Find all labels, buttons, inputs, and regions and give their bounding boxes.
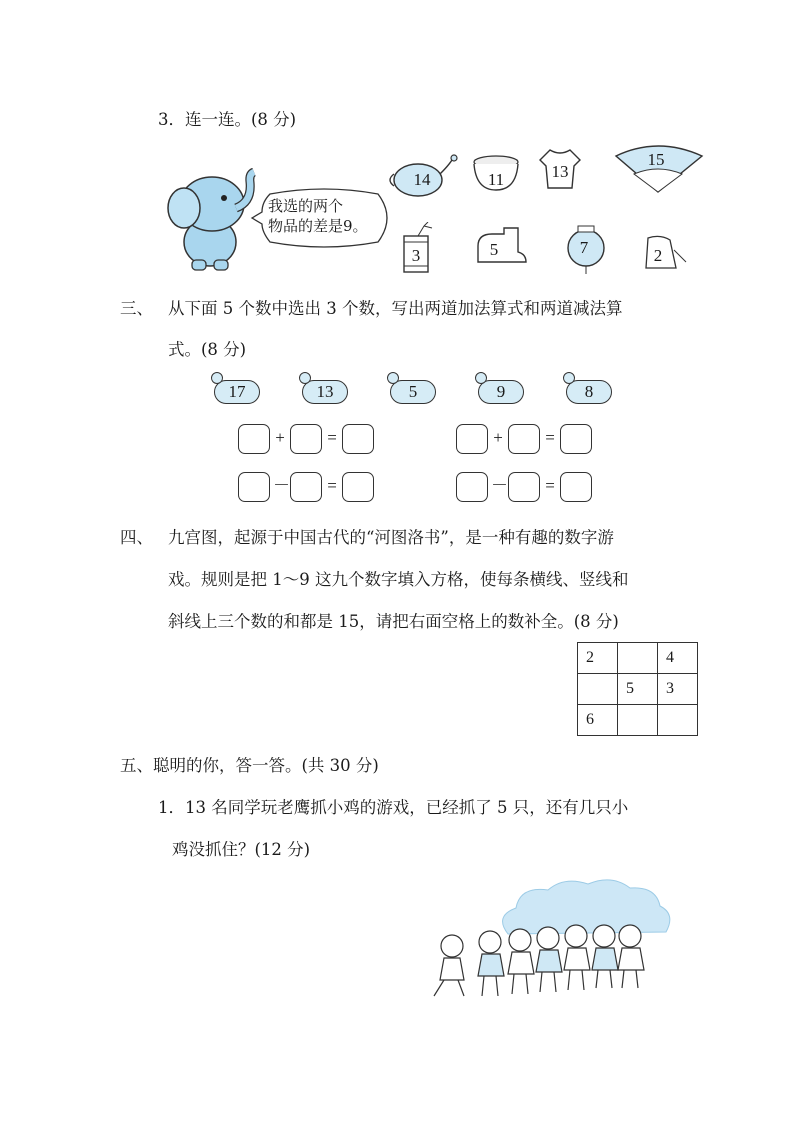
number-pill-9[interactable] — [478, 380, 524, 404]
number-pill-13[interactable] — [302, 380, 348, 404]
section4-marker: 四、 — [120, 528, 153, 547]
grid-cell: 4 — [658, 643, 698, 674]
grid-cell: 5 — [618, 674, 658, 705]
pill-value: 5 — [408, 382, 418, 401]
answer-box[interactable] — [508, 424, 540, 454]
answer-box[interactable] — [456, 424, 488, 454]
answer-box[interactable] — [560, 472, 592, 502]
minus-sign: － — [491, 476, 508, 495]
q3-title: 3．连一连。(8 分) — [158, 110, 297, 129]
answer-box[interactable] — [560, 424, 592, 454]
pill-value: 9 — [496, 382, 506, 401]
grid-cell: 3 — [658, 674, 698, 705]
number-pill-8[interactable] — [566, 380, 612, 404]
number-pill-17[interactable] — [214, 380, 260, 404]
equals-sign: = — [327, 476, 337, 495]
item-label-15: 15 — [647, 150, 665, 169]
bead-icon — [299, 372, 311, 384]
magic-square-grid — [577, 642, 698, 736]
bead-icon — [211, 372, 223, 384]
children-playing-illustration — [424, 876, 674, 1004]
answer-box[interactable] — [238, 424, 270, 454]
section3-marker: 三、 — [120, 299, 153, 318]
item-label-11: 11 — [487, 170, 505, 189]
section4-line3: 斜线上三个数的和都是 15，请把右面空格上的数补全。(8 分) — [168, 612, 619, 631]
answer-box[interactable] — [342, 472, 374, 502]
answer-box[interactable] — [290, 424, 322, 454]
section5-title: 五、聪明的你，答一答。(共 30 分) — [120, 756, 379, 775]
section5-q1-line2: 鸡没抓住？(12 分) — [172, 840, 311, 859]
grid-cell-empty[interactable] — [618, 643, 658, 674]
section5-q1-line1: 1．13 名同学玩老鹰抓小鸡的游戏，已经抓了 5 只，还有几只小 — [158, 798, 629, 817]
answer-box[interactable] — [342, 424, 374, 454]
grid-cell: 6 — [578, 705, 618, 736]
answer-box[interactable] — [238, 472, 270, 502]
item-label-5: 5 — [489, 240, 499, 259]
minus-sign: － — [273, 476, 290, 495]
item-label-7: 7 — [579, 238, 589, 257]
number-pill-5[interactable] — [390, 380, 436, 404]
answer-box[interactable] — [508, 472, 540, 502]
grid-cell: 2 — [578, 643, 618, 674]
item-label-2: 2 — [653, 246, 663, 265]
bead-icon — [563, 372, 575, 384]
equals-sign: = — [545, 428, 555, 447]
equals-sign: = — [545, 476, 555, 495]
answer-box[interactable] — [456, 472, 488, 502]
pill-value: 8 — [584, 382, 594, 401]
section3-line2: 式。(8 分) — [168, 340, 247, 359]
pill-value: 13 — [316, 382, 334, 401]
grid-cell-empty[interactable] — [578, 674, 618, 705]
answer-box[interactable] — [290, 472, 322, 502]
speech-text — [268, 196, 368, 236]
plus-sign: + — [493, 428, 503, 447]
item-label-14: 14 — [413, 170, 431, 189]
speech-line-1: 我选的两个 — [268, 197, 344, 215]
bead-icon — [475, 372, 487, 384]
section3-line1: 从下面 5 个数中选出 3 个数，写出两道加法算式和两道减法算 — [168, 299, 623, 318]
section4-line2: 戏。规则是把 1～9 这九个数字填入方格，使每条横线、竖线和 — [168, 570, 629, 589]
bead-icon — [387, 372, 399, 384]
item-label-3: 3 — [411, 246, 421, 265]
plus-sign: + — [275, 428, 285, 447]
equals-sign: = — [327, 428, 337, 447]
speech-line-2: 物品的差是9。 — [268, 217, 368, 235]
grid-cell-empty[interactable] — [618, 705, 658, 736]
grid-cell-empty[interactable] — [658, 705, 698, 736]
item-label-13: 13 — [551, 162, 569, 181]
pill-value: 17 — [228, 382, 246, 401]
section4-line1: 九宫图，起源于中国古代的“河图洛书”，是一种有趣的数字游 — [168, 528, 614, 547]
